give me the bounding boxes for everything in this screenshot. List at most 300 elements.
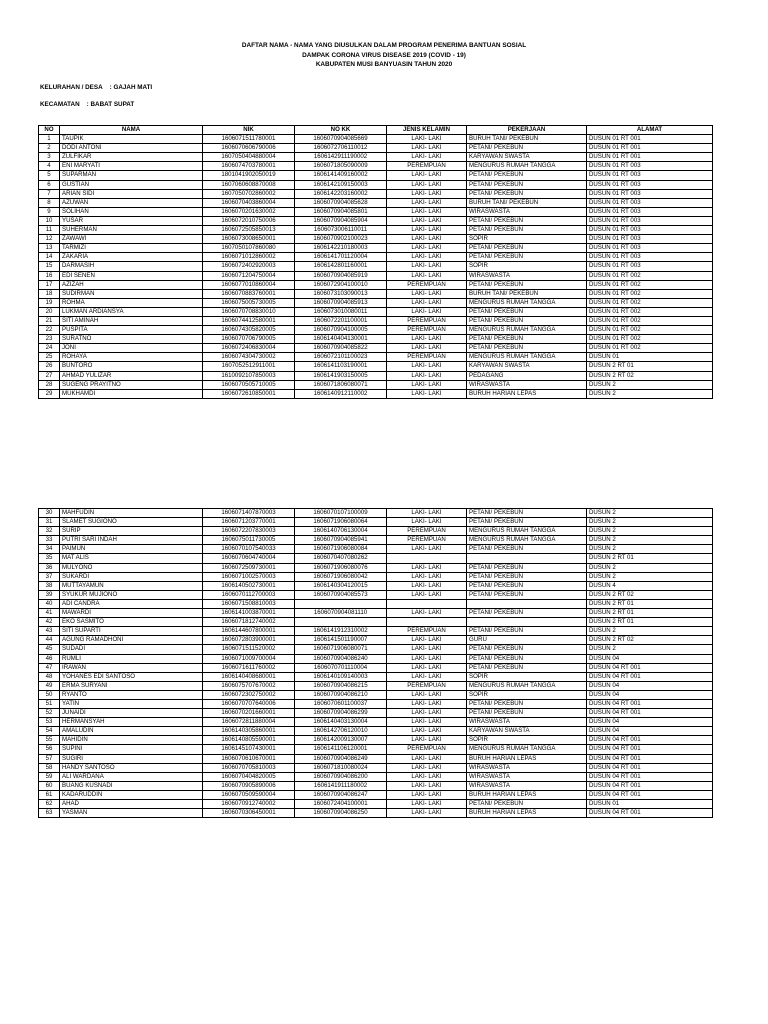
- cell-nama: SUKARDI: [60, 572, 203, 581]
- cell-nama: TARMIZI: [60, 244, 203, 253]
- cell-nik: 1606072803900001: [203, 636, 295, 645]
- cell-nik: 1606070905890006: [203, 781, 295, 790]
- cell-no: 59: [39, 772, 60, 781]
- table-row: [39, 654, 713, 663]
- table-row: [39, 718, 713, 727]
- cell-pekerjaan: BURUH TANI/ PEKEBUN: [467, 289, 587, 298]
- cell-nik: 1606070707640006: [203, 699, 295, 708]
- cell-no: 35: [39, 554, 60, 563]
- cell-no-kk: 1606071906080084: [295, 545, 387, 554]
- cell-no-kk: 1606071810080024: [295, 763, 387, 772]
- cell-no: 62: [39, 800, 60, 809]
- cell-jenis-kelamin: LAKI- LAKI: [387, 636, 467, 645]
- cell-no-kk: 1606140706130004: [295, 527, 387, 536]
- cell-no-kk: 1606070904085822: [295, 344, 387, 353]
- cell-no-kk: 1606070902100023: [295, 235, 387, 244]
- cell-pekerjaan: WIRASWASTA: [467, 781, 587, 790]
- table-row: [39, 772, 713, 781]
- cell-pekerjaan: WIRASWASTA: [467, 380, 587, 389]
- cell-nik: 1606140502730001: [203, 581, 295, 590]
- table-row: [39, 581, 713, 590]
- cell-no-kk: 1606070904085801: [295, 207, 387, 216]
- cell-pekerjaan: PETANI/ PEKEBUN: [467, 244, 587, 253]
- cell-no: 44: [39, 636, 60, 645]
- cell-nama: PUSPITA: [60, 326, 203, 335]
- cell-no-kk: 1606072904100010: [295, 280, 387, 289]
- table-row: [39, 527, 713, 536]
- cell-alamat: DUSUN 01 RT 003: [587, 180, 713, 189]
- column-header-alamat: ALAMAT: [587, 126, 713, 135]
- cell-nama: SUGIRI: [60, 754, 203, 763]
- cell-jenis-kelamin: LAKI- LAKI: [387, 198, 467, 207]
- column-header-no: NO: [39, 126, 60, 135]
- cell-jenis-kelamin: LAKI- LAKI: [387, 216, 467, 225]
- cell-alamat: DUSUN 2 RT 01: [587, 554, 713, 563]
- cell-nik: 1607050404880004: [203, 153, 295, 162]
- cell-nik: 1606071012860002: [203, 253, 295, 262]
- cell-jenis-kelamin: PEREMPUAN: [387, 627, 467, 636]
- cell-nama: JONI: [60, 344, 203, 353]
- cell-alamat: DUSUN 04 RT 001: [587, 772, 713, 781]
- cell-no-kk: [295, 599, 387, 608]
- cell-nik: 1606070404820005: [203, 772, 295, 781]
- cell-nama: ROHAYA: [60, 353, 203, 362]
- cell-pekerjaan: PETANI/ PEKEBUN: [467, 800, 587, 809]
- cell-nama: ADI CANDRA: [60, 599, 203, 608]
- table-row: [39, 389, 713, 398]
- cell-no: 11: [39, 226, 60, 235]
- cell-no: 58: [39, 763, 60, 772]
- cell-alamat: DUSUN 2: [587, 627, 713, 636]
- table-row: [39, 289, 713, 298]
- cell-no: 27: [39, 371, 60, 380]
- table-row: [39, 672, 713, 681]
- cell-no: 21: [39, 316, 60, 325]
- cell-alamat: DUSUN 01 RT 002: [587, 280, 713, 289]
- table-row: [39, 180, 713, 189]
- cell-nama: JUNAIDI: [60, 709, 203, 718]
- cell-pekerjaan: MENGURUS RUMAH TANGGA: [467, 162, 587, 171]
- cell-alamat: DUSUN 01 RT 001: [587, 153, 713, 162]
- cell-no: 32: [39, 527, 60, 536]
- cell-jenis-kelamin: LAKI- LAKI: [387, 545, 467, 554]
- cell-nik: 1606140305860001: [203, 727, 295, 736]
- cell-alamat: DUSUN 04: [587, 727, 713, 736]
- cell-no: 37: [39, 572, 60, 581]
- cell-no-kk: 1606072404100001: [295, 800, 387, 809]
- cell-no: 17: [39, 280, 60, 289]
- cell-nama: ARIAN SIDI: [60, 189, 203, 198]
- cell-pekerjaan: WIRASWASTA: [467, 718, 587, 727]
- cell-no-kk: [295, 618, 387, 627]
- cell-nama: SUPARMAN: [60, 171, 203, 180]
- column-header-nik: NIK: [203, 126, 295, 135]
- table-row: [39, 335, 713, 344]
- cell-pekerjaan: SOPIR: [467, 736, 587, 745]
- cell-alamat: DUSUN 04: [587, 690, 713, 699]
- cell-nik: 1606071204750004: [203, 271, 295, 280]
- cell-jenis-kelamin: LAKI- LAKI: [387, 153, 467, 162]
- cell-jenis-kelamin: LAKI- LAKI: [387, 763, 467, 772]
- cell-jenis-kelamin: LAKI- LAKI: [387, 581, 467, 590]
- cell-no-kk: 1606070904086249: [295, 754, 387, 763]
- cell-nama: MUKHAMDI: [60, 389, 203, 398]
- cell-no-kk: 1606140912110002: [295, 389, 387, 398]
- cell-nama: AHAD: [60, 800, 203, 809]
- table-row: [39, 736, 713, 745]
- cell-no-kk: 1606142109150003: [295, 180, 387, 189]
- cell-no: 14: [39, 253, 60, 262]
- cell-no: 54: [39, 727, 60, 736]
- table-row: [39, 144, 713, 153]
- cell-nik: 1606145107430001: [203, 745, 295, 754]
- cell-nik: 1606075707670002: [203, 681, 295, 690]
- cell-no-kk: 1606070904086210: [295, 690, 387, 699]
- cell-no: 61: [39, 790, 60, 799]
- cell-nama: BUNTORO: [60, 362, 203, 371]
- table-row: [39, 627, 713, 636]
- cell-no-kk: 1606140403130004: [295, 718, 387, 727]
- cell-nik: 1606070509590004: [203, 790, 295, 799]
- cell-no-kk: 1606071906080076: [295, 563, 387, 572]
- cell-pekerjaan: WIRASWASTA: [467, 763, 587, 772]
- recipient-table-2: [38, 508, 713, 818]
- title-line-1: DAFTAR NAMA - NAMA YANG DIUSULKAN DALAM PROGRAM PENERIMA BANTUAN SOSIAL: [241, 42, 527, 49]
- cell-jenis-kelamin: [387, 554, 467, 563]
- cell-pekerjaan: BURUH HARIAN LEPAS: [467, 754, 587, 763]
- table-row: [39, 709, 713, 718]
- table-row: [39, 554, 713, 563]
- cell-nik: 1606070505710005: [203, 380, 295, 389]
- kecamatan-value: : BABAT SUPAT: [86, 101, 135, 108]
- table-row: [39, 809, 713, 818]
- cell-pekerjaan: PETANI/ PEKEBUN: [467, 344, 587, 353]
- cell-pekerjaan: PETANI/ PEKEBUN: [467, 627, 587, 636]
- cell-alamat: DUSUN 01 RT 003: [587, 162, 713, 171]
- cell-jenis-kelamin: [387, 618, 467, 627]
- kecamatan-line: [40, 101, 134, 108]
- cell-no: 63: [39, 809, 60, 818]
- table-row: [39, 244, 713, 253]
- cell-no: 49: [39, 681, 60, 690]
- cell-no-kk: 1606141106120001: [295, 745, 387, 754]
- cell-nama: SITI SUPARTI: [60, 627, 203, 636]
- cell-pekerjaan: PETANI/ PEKEBUN: [467, 180, 587, 189]
- table-row: [39, 362, 713, 371]
- cell-nik: 1606072010750006: [203, 216, 295, 225]
- cell-no: 19: [39, 298, 60, 307]
- cell-nik: 1607052512911001: [203, 362, 295, 371]
- cell-no: 22: [39, 326, 60, 335]
- cell-alamat: DUSUN 2: [587, 536, 713, 545]
- cell-no: 29: [39, 389, 60, 398]
- cell-nik: 1606072610850001: [203, 389, 295, 398]
- cell-pekerjaan: PETANI/ PEKEBUN: [467, 581, 587, 590]
- cell-no-kk: 1606140109140003: [295, 672, 387, 681]
- table-row: [39, 599, 713, 608]
- table-row: [39, 745, 713, 754]
- cell-no: 38: [39, 581, 60, 590]
- cell-alamat: DUSUN 2: [587, 545, 713, 554]
- cell-no: 9: [39, 207, 60, 216]
- cell-no: 56: [39, 745, 60, 754]
- cell-no: 8: [39, 198, 60, 207]
- table-row: [39, 235, 713, 244]
- cell-nik: 1606071002570003: [203, 572, 295, 581]
- cell-jenis-kelamin: LAKI- LAKI: [387, 135, 467, 144]
- table-row: [39, 727, 713, 736]
- cell-no: 51: [39, 699, 60, 708]
- cell-nik: 1606072509730001: [203, 563, 295, 572]
- recipient-table-1: [38, 125, 713, 399]
- cell-pekerjaan: PETANI/ PEKEBUN: [467, 144, 587, 153]
- column-header-nama: NAMA: [60, 126, 203, 135]
- table-row: [39, 226, 713, 235]
- table-row: [39, 162, 713, 171]
- cell-alamat: DUSUN 2 RT 01: [587, 599, 713, 608]
- cell-nama: ERMA SURYANI: [60, 681, 203, 690]
- column-header-jenis-kelamin: JENIS KELAMIN: [387, 126, 467, 135]
- cell-no-kk: 1606072201100001: [295, 316, 387, 325]
- cell-nik: 1606071812740002: [203, 618, 295, 627]
- cell-pekerjaan: PETANI/ PEKEBUN: [467, 572, 587, 581]
- cell-jenis-kelamin: LAKI- LAKI: [387, 690, 467, 699]
- cell-nama: MUTTAYAMUN: [60, 581, 203, 590]
- table-row: [39, 663, 713, 672]
- cell-no: 60: [39, 781, 60, 790]
- cell-jenis-kelamin: PEREMPUAN: [387, 316, 467, 325]
- table-row: [39, 380, 713, 389]
- cell-no-kk: 1606141903150005: [295, 371, 387, 380]
- cell-no-kk: 1606070904086240: [295, 654, 387, 663]
- cell-no-kk: 1606070904086200: [295, 772, 387, 781]
- cell-nama: MAHIDIN: [60, 736, 203, 745]
- cell-nama: RUMLI: [60, 654, 203, 663]
- kecamatan-label: KECAMATAN: [40, 101, 80, 108]
- cell-pekerjaan: MENGURUS RUMAH TANGGA: [467, 353, 587, 362]
- cell-nik: 1606073008650001: [203, 235, 295, 244]
- cell-pekerjaan: PETANI/ PEKEBUN: [467, 709, 587, 718]
- cell-no-kk: 1606070904086215: [295, 681, 387, 690]
- cell-nama: HANDY SANTOSO: [60, 763, 203, 772]
- cell-nama: IRAWAN: [60, 663, 203, 672]
- cell-alamat: DUSUN 01: [587, 800, 713, 809]
- cell-nik: 1606071511780001: [203, 135, 295, 144]
- cell-pekerjaan: SOPIR: [467, 262, 587, 271]
- cell-alamat: DUSUN 04 RT 001: [587, 672, 713, 681]
- cell-nik: 1606072505850013: [203, 226, 295, 235]
- cell-alamat: DUSUN 2: [587, 389, 713, 398]
- cell-no-kk: 1606070904085941: [295, 536, 387, 545]
- cell-nik: 1606072406830004: [203, 344, 295, 353]
- cell-nama: MAT ALIS: [60, 554, 203, 563]
- cell-alamat: DUSUN 01 RT 003: [587, 189, 713, 198]
- table-row: [39, 509, 713, 518]
- cell-no-kk: 1606070904085669: [295, 135, 387, 144]
- cell-no-kk: 1606070904086299: [295, 709, 387, 718]
- cell-jenis-kelamin: LAKI- LAKI: [387, 509, 467, 518]
- table-row: [39, 545, 713, 554]
- table-row: [39, 189, 713, 198]
- table-row: [39, 198, 713, 207]
- cell-jenis-kelamin: PEREMPUAN: [387, 353, 467, 362]
- cell-alamat: DUSUN 01 RT 003: [587, 207, 713, 216]
- cell-jenis-kelamin: PEREMPUAN: [387, 536, 467, 545]
- cell-pekerjaan: PETANI/ PEKEBUN: [467, 663, 587, 672]
- table-header-row: [39, 126, 713, 135]
- cell-nama: YUSAR: [60, 216, 203, 225]
- cell-nik: 1606070107540033: [203, 545, 295, 554]
- title-line-2: DAMPAK CORONA VIRUS DISEASE 2019 (COVID - 19): [302, 51, 466, 59]
- cell-nik: 1606070201630002: [203, 207, 295, 216]
- cell-alamat: DUSUN 01: [587, 353, 713, 362]
- cell-alamat: DUSUN 04 RT 001: [587, 790, 713, 799]
- cell-alamat: DUSUN 01 RT 002: [587, 307, 713, 316]
- cell-jenis-kelamin: LAKI- LAKI: [387, 672, 467, 681]
- cell-no-kk: 1606141501190007: [295, 636, 387, 645]
- table-row: [39, 171, 713, 180]
- cell-no: 36: [39, 563, 60, 572]
- cell-jenis-kelamin: LAKI- LAKI: [387, 344, 467, 353]
- cell-no: 34: [39, 545, 60, 554]
- cell-jenis-kelamin: LAKI- LAKI: [387, 754, 467, 763]
- table-row: [39, 326, 713, 335]
- cell-nama: AGUNG RAMADHONI: [60, 636, 203, 645]
- cell-pekerjaan: PETANI/ PEKEBUN: [467, 216, 587, 225]
- cell-no-kk: 1606142911190002: [295, 153, 387, 162]
- cell-no-kk: 1606070904081110: [295, 609, 387, 618]
- cell-no-kk: 1606142210180003: [295, 244, 387, 253]
- cell-jenis-kelamin: LAKI- LAKI: [387, 298, 467, 307]
- cell-jenis-kelamin: PEREMPUAN: [387, 681, 467, 690]
- cell-alamat: DUSUN 2: [587, 563, 713, 572]
- cell-pekerjaan: SOPIR: [467, 235, 587, 244]
- cell-nama: EKO SASMITO: [60, 618, 203, 627]
- cell-pekerjaan: PETANI/ PEKEBUN: [467, 699, 587, 708]
- cell-pekerjaan: KARYAWAN SWASTA: [467, 153, 587, 162]
- cell-alamat: DUSUN 2 RT 02: [587, 590, 713, 599]
- cell-no-kk: 1606140304120015: [295, 581, 387, 590]
- cell-jenis-kelamin: LAKI- LAKI: [387, 609, 467, 618]
- table-row: [39, 216, 713, 225]
- cell-alamat: DUSUN 04: [587, 681, 713, 690]
- cell-nik: 1606071009700004: [203, 654, 295, 663]
- cell-nik: 1606070306450001: [203, 809, 295, 818]
- cell-nik: 1606070705810003: [203, 763, 295, 772]
- table-row: [39, 536, 713, 545]
- cell-no-kk: 1606070407080262: [295, 554, 387, 563]
- cell-pekerjaan: MENGURUS RUMAH TANGGA: [467, 298, 587, 307]
- cell-no: 52: [39, 709, 60, 718]
- cell-nik: 1801041902050019: [203, 171, 295, 180]
- table-body-1: [39, 135, 713, 399]
- cell-nama: AZUWAN: [60, 198, 203, 207]
- cell-jenis-kelamin: LAKI- LAKI: [387, 207, 467, 216]
- cell-nik: 1606070912740002: [203, 800, 295, 809]
- cell-alamat: DUSUN 01 RT 003: [587, 244, 713, 253]
- cell-alamat: DUSUN 01 RT 002: [587, 271, 713, 280]
- table-row: [39, 298, 713, 307]
- cell-alamat: DUSUN 01 RT 001: [587, 144, 713, 153]
- cell-nik: 1606071511520002: [203, 645, 295, 654]
- cell-pekerjaan: MENGURUS RUMAH TANGGA: [467, 681, 587, 690]
- cell-nik: 1610092107850003: [203, 371, 295, 380]
- cell-nik: 1606070112700003: [203, 590, 295, 599]
- cell-jenis-kelamin: LAKI- LAKI: [387, 189, 467, 198]
- cell-jenis-kelamin: LAKI- LAKI: [387, 718, 467, 727]
- cell-nama: SOLIHAN: [60, 207, 203, 216]
- cell-pekerjaan: SOPIR: [467, 690, 587, 699]
- cell-no: 24: [39, 344, 60, 353]
- cell-pekerjaan: PETANI/ PEKEBUN: [467, 545, 587, 554]
- cell-nama: HERMANSYAH: [60, 718, 203, 727]
- cell-pekerjaan: PETANI/ PEKEBUN: [467, 609, 587, 618]
- cell-jenis-kelamin: LAKI- LAKI: [387, 371, 467, 380]
- cell-no: 53: [39, 718, 60, 727]
- cell-no-kk: 1606070601100037: [295, 699, 387, 708]
- column-header-no-kk: NO KK: [295, 126, 387, 135]
- cell-alamat: DUSUN 04 RT 001: [587, 709, 713, 718]
- table-body-2: [39, 509, 713, 818]
- cell-jenis-kelamin: LAKI- LAKI: [387, 171, 467, 180]
- cell-jenis-kelamin: LAKI- LAKI: [387, 790, 467, 799]
- cell-no-kk: 1606141409160002: [295, 171, 387, 180]
- cell-jenis-kelamin: LAKI- LAKI: [387, 226, 467, 235]
- cell-pekerjaan: WIRASWASTA: [467, 271, 587, 280]
- cell-nik: 1606141003870001: [203, 609, 295, 618]
- cell-pekerjaan: PETANI/ PEKEBUN: [467, 307, 587, 316]
- cell-jenis-kelamin: LAKI- LAKI: [387, 335, 467, 344]
- cell-no: 3: [39, 153, 60, 162]
- cell-pekerjaan: BURUH HARIAN LEPAS: [467, 809, 587, 818]
- cell-nama: KADARUDDIN: [60, 790, 203, 799]
- table-row: [39, 754, 713, 763]
- cell-pekerjaan: PETANI/ PEKEBUN: [467, 518, 587, 527]
- table-row: [39, 636, 713, 645]
- cell-nik: 1606075005730005: [203, 298, 295, 307]
- table-row: [39, 344, 713, 353]
- cell-jenis-kelamin: LAKI- LAKI: [387, 389, 467, 398]
- cell-no: 30: [39, 509, 60, 518]
- table-row: [39, 353, 713, 362]
- cell-no-kk: 1606141701120004: [295, 253, 387, 262]
- cell-alamat: DUSUN 04 RT 001: [587, 736, 713, 745]
- cell-nik: 1607050107860080: [203, 244, 295, 253]
- column-header-pekerjaan: PEKERJAAN: [467, 126, 587, 135]
- cell-nik: 1606070604740004: [203, 554, 295, 563]
- cell-nama: RYANTO: [60, 690, 203, 699]
- cell-pekerjaan: [467, 599, 587, 608]
- cell-pekerjaan: PETANI/ PEKEBUN: [467, 590, 587, 599]
- cell-nama: ZULFIKAR: [60, 153, 203, 162]
- cell-nik: 1606071407870003: [203, 509, 295, 518]
- cell-nik: 1607050702860002: [203, 189, 295, 198]
- cell-no: 15: [39, 262, 60, 271]
- cell-alamat: DUSUN 04: [587, 718, 713, 727]
- cell-pekerjaan: PEDAGANG: [467, 371, 587, 380]
- cell-jenis-kelamin: LAKI- LAKI: [387, 727, 467, 736]
- cell-alamat: DUSUN 01 RT 003: [587, 253, 713, 262]
- cell-no: 7: [39, 189, 60, 198]
- cell-nik: 1606070610670001: [203, 754, 295, 763]
- cell-nama: AZIZAH: [60, 280, 203, 289]
- cell-no-kk: 1606070107100009: [295, 509, 387, 518]
- cell-nama: SUHERMAN: [60, 226, 203, 235]
- cell-no: 28: [39, 380, 60, 389]
- cell-nik: 1606070706790005: [203, 335, 295, 344]
- cell-jenis-kelamin: LAKI- LAKI: [387, 781, 467, 790]
- cell-no-kk: 1606142009130007: [295, 736, 387, 745]
